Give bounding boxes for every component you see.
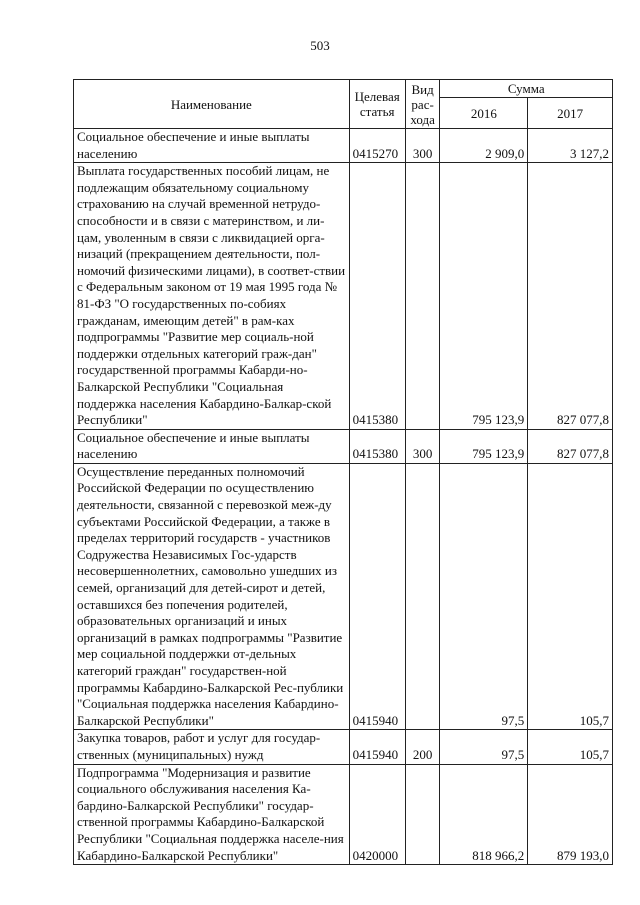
row-sum-2017: 105,7 [528,463,613,730]
header-name: Наименование [74,80,350,129]
table-row [74,764,613,865]
table-row [74,730,613,764]
row-type [405,463,440,730]
row-sum-2017: 827 077,8 [528,163,613,430]
row-target: 0415380 [349,163,405,430]
row-sum-2016: 97,5 [440,463,528,730]
row-sum-2017: 105,7 [528,730,613,764]
row-name: Закупка товаров, работ и услуг для государ-ственных (муниципальных) нужд [74,730,350,764]
row-target: 0415940 [349,730,405,764]
header-year-2016: 2016 [440,98,528,129]
row-name: Подпрограмма "Модернизация и развитие социального обслуживания населения Ка-бардино-Балкарской Республики" государ-ственной программы Кабардино-Балкарской Республики "Социальная поддержка населе-ния Кабардино-Балкарской Республики" [74,764,350,865]
row-name: Выплата государственных пособий лицам, не подлежащим обязательному социальному страхованию на случай временной нетрудо-способности и в связи с материнством, и ли-цам, уволенным в связи с ликвидацией орга-низаций (прекращением деятельности, пол-номочий физическими лицами), в соответ-ствии с Федеральным законом от 19 мая 1995 года № 81-ФЗ "О государственных по-собиях гражданам, имеющим детей" в рам-ках подпрограммы "Развитие мер социаль-ной поддержки отдельных категорий граж-дан" государственной программы Кабарди-но-Балкарской Республики "Социальная поддержка населения Кабардино-Балкар-ской Республики" [74,163,350,430]
table-header-row [74,80,613,98]
header-target: Целевая статья [349,80,405,129]
row-sum-2016: 2 909,0 [440,129,528,163]
row-type: 300 [405,429,440,463]
row-sum-2017: 879 193,0 [528,764,613,865]
row-target: 0415940 [349,463,405,730]
row-type [405,163,440,430]
header-type: Вид рас-хода [405,80,440,129]
row-type: 200 [405,730,440,764]
row-sum-2016: 795 123,9 [440,163,528,430]
row-name: Социальное обеспечение и иные выплаты населению [74,129,350,163]
row-name: Социальное обеспечение и иные выплаты населению [74,429,350,463]
row-name: Осуществление переданных полномочий Российской Федерации по осуществлению деятельности, связанной с перевозкой меж-ду субъектами Российской Федерации, а также в пределах территорий государств - участников Содружества Независимых Гос-ударств несовершеннолетних, самовольно ушедших из семей, организаций для детей-сирот и детей, оставшихся без попечения родителей, образовательных организаций и иных организаций в рамках подпрограммы "Развитие мер социальной поддержки от-дельных категорий граждан" государствен-ной программы Кабардино-Балкарской Рес-публики "Социальная поддержка населения Кабардино-Балкарской Республики" [74,463,350,730]
row-type: 300 [405,129,440,163]
row-sum-2016: 97,5 [440,730,528,764]
table-row [74,163,613,430]
header-sum: Сумма [440,80,613,98]
table-row [74,463,613,730]
row-sum-2016: 818 966,2 [440,764,528,865]
row-type [405,764,440,865]
row-target: 0420000 [349,764,405,865]
row-sum-2017: 827 077,8 [528,429,613,463]
table-row [74,429,613,463]
row-target: 0415380 [349,429,405,463]
header-year-2017: 2017 [528,98,613,129]
table-row [74,129,613,163]
row-sum-2017: 3 127,2 [528,129,613,163]
page-number: 503 [310,38,330,53]
budget-table [73,79,613,865]
row-sum-2016: 795 123,9 [440,429,528,463]
row-target: 0415270 [349,129,405,163]
